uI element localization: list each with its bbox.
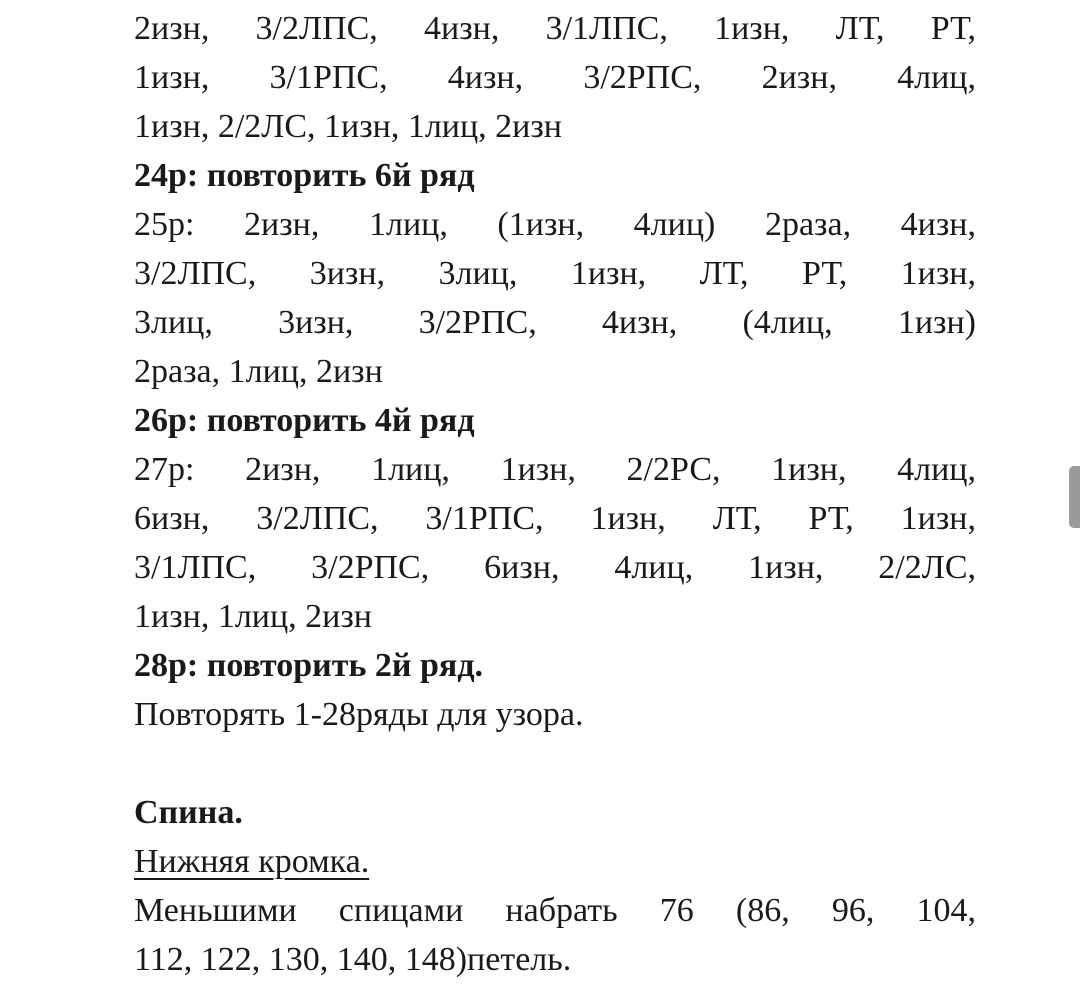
pattern-line: 1изн, 2/2ЛС, 1изн, 1лиц, 2изн — [134, 108, 563, 145]
row-24-instruction: 24р: повторить 6й ряд — [134, 157, 475, 194]
pattern-line: 6изн, 3/2ЛПС, 3/1РПС, 1изн, ЛТ, РТ, 1изн, — [134, 500, 976, 537]
pattern-line: 2раза, 1лиц, 2изн — [134, 353, 383, 390]
pattern-line: 3/1ЛПС, 3/2РПС, 6изн, 4лиц, 1изн, 2/2ЛС, — [134, 549, 976, 586]
subsection-heading: Нижняя кромка. — [134, 843, 370, 880]
body-line: Меньшими спицами набрать 76 (86, 96, 104, — [134, 892, 976, 929]
pattern-line: 1изн, 3/1РПС, 4изн, 3/2РПС, 2изн, 4лиц, — [134, 59, 976, 96]
repeat-note: Повторять 1-28ряды для узора. — [134, 696, 584, 733]
row-28-instruction: 28р: повторить 2й ряд. — [134, 647, 484, 684]
pattern-line: 3/2ЛПС, 3изн, 3лиц, 1изн, ЛТ, РТ, 1изн, — [134, 255, 976, 292]
body-line: 112, 122, 130, 140, 148)петель. — [134, 941, 572, 978]
paragraph-spacer — [134, 739, 976, 788]
pattern-line: 3лиц, 3изн, 3/2РПС, 4изн, (4лиц, 1изн) — [134, 304, 976, 341]
pattern-line: 1изн, 1лиц, 2изн — [134, 598, 372, 635]
row-26-instruction: 26р: повторить 4й ряд — [134, 402, 475, 439]
row-27-instruction: 27р: 2изн, 1лиц, 1изн, 2/2РС, 1изн, 4лиц, — [134, 451, 976, 488]
row-25-instruction: 25р: 2изн, 1лиц, (1изн, 4лиц) 2раза, 4изн, — [134, 206, 976, 243]
scrollbar-thumb[interactable] — [1069, 466, 1080, 528]
pattern-line: 2изн, 3/2ЛПС, 4изн, 3/1ЛПС, 1изн, ЛТ, РТ, — [134, 10, 976, 47]
instructions-text — [134, 4, 976, 984]
section-heading: Спина. — [134, 794, 243, 831]
